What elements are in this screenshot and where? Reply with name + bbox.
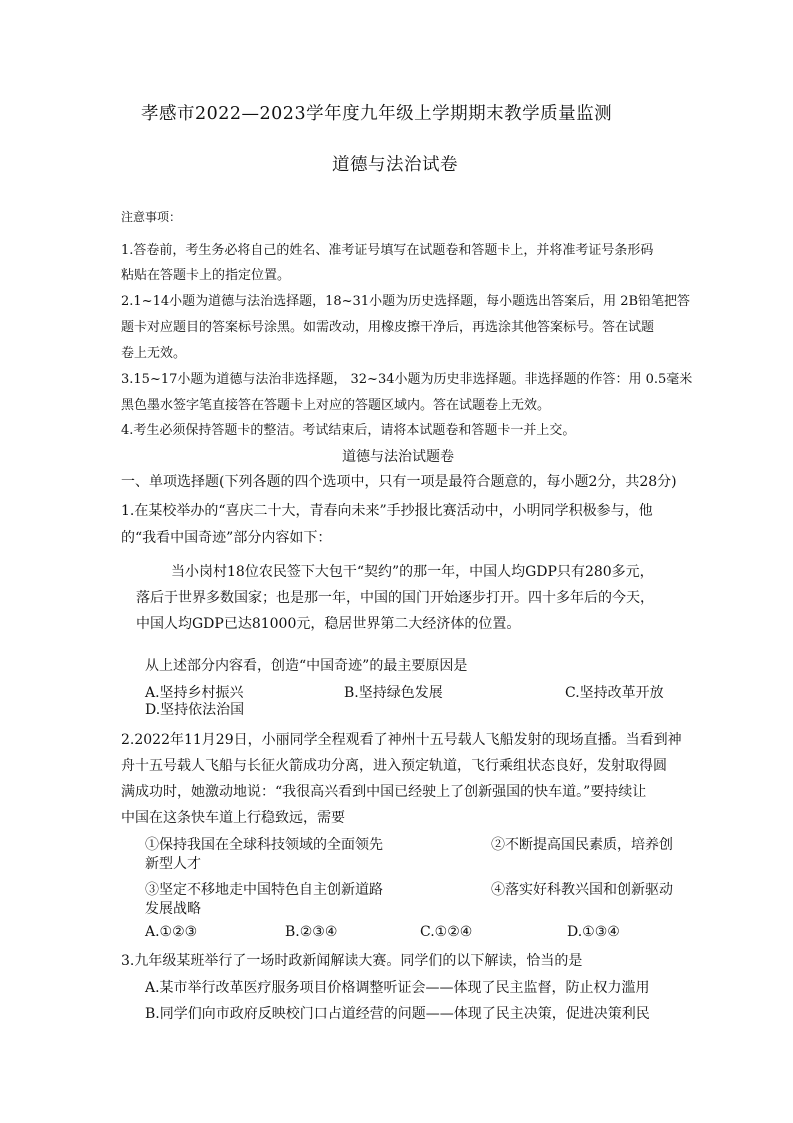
question-2-item: ④落实好科教兴国和创新驱动 — [491, 882, 673, 898]
question-1-option-d[interactable]: D.坚持依法治国 — [145, 702, 245, 718]
notice-line: 2.1~14小题为道德与法治选择题，18~31小题为历史选择题，每小题选出答案后，用 2B铅笔把答 — [121, 294, 691, 309]
page-subtitle: 道德与法治试卷 — [332, 155, 458, 175]
question-1-stem: 的“我看中国奇迹”部分内容如下： — [121, 530, 332, 546]
question-2-option-c[interactable]: C.①②④ — [420, 924, 473, 940]
notice-line: 题卡对应题目的答案标号涂黑。如需改动，用橡皮擦干净后，再选涂其他答案标号。答在试题 — [121, 320, 655, 335]
question-2-item: ③坚定不移地走中国特色自主创新道路 — [145, 882, 383, 898]
question-3-option-b[interactable]: B.同学们向市政府反映校门口占道经营的问题——体现了民主决策，促进决策利民 — [145, 1006, 650, 1022]
question-2-item: 发展战略 — [145, 901, 201, 917]
question-1-quote: 中国人均GDP已达81000元，稳居世界第二大经济体的位置。 — [136, 616, 521, 632]
question-1-quote: 当小岗村18位农民签下大包干“契约”的那一年，中国人均GDP只有280多元， — [171, 564, 654, 580]
notice-line: 1.答卷前，考生务必将自己的姓名、准考证号填写在试题卷和答题卡上，并将准考证号条形码 — [121, 243, 654, 258]
question-1-option-c[interactable]: C.坚持改革开放 — [565, 685, 664, 701]
question-3-stem: 3.九年级某班举行了一场时政新闻解读大赛。同学们的以下解读，恰当的是 — [121, 953, 583, 969]
question-2-stem: 中国在这条快车道上行稳致远，需要 — [121, 810, 345, 826]
section-heading: 道德与法治试题卷 — [342, 449, 454, 465]
question-1-prompt: 从上述部分内容看，创造“中国奇迹”的最主要原因是 — [145, 658, 468, 674]
page-title: 孝感市2022—2023学年度九年级上学期期末教学质量监测 — [141, 104, 613, 124]
question-2-item: 新型人才 — [145, 856, 201, 872]
question-2-item: ①保持我国在全球科技领域的全面领先 — [145, 837, 383, 853]
part-heading: 一、单项选择题(下列各题的四个选项中，只有一项是最符合题意的，每小题2分，共28分) — [121, 474, 677, 490]
question-2-option-b[interactable]: B.②③④ — [285, 924, 338, 940]
question-2-stem: 2.2022年11月29日，小丽同学全程观看了神州十五号载人飞船发射的现场直播。当看到神 — [121, 732, 682, 748]
question-1-stem: 1.在某校举办的“喜庆二十大，青春向未来”手抄报比赛活动中，小明同学积极参与，他 — [121, 503, 653, 519]
notice-line: 黑色墨水签字笔直接答在答题卡上对应的答题区域内。答在试题卷上无效。 — [121, 398, 551, 413]
question-1-option-b[interactable]: B.坚持绿色发展 — [344, 685, 443, 701]
question-2-item: ②不断提高国民素质，培养创 — [491, 837, 673, 853]
question-2-stem: 舟十五号载人飞船与长征火箭成功分离，进入预定轨道，飞行乘组状态良好，发射取得圆 — [121, 758, 667, 774]
notice-line: 4.考生必须保持答题卡的整洁。考试结束后，请将本试题卷和答题卡一并上交。 — [121, 423, 576, 438]
question-2-option-d[interactable]: D.①③④ — [567, 924, 620, 940]
question-3-option-a[interactable]: A.某市举行改革医疗服务项目价格调整听证会——体现了民主监督，防止权力滥用 — [145, 980, 650, 996]
notice-line: 粘贴在答题卡上的指定位置。 — [121, 268, 291, 283]
question-2-option-a[interactable]: A.①②③ — [145, 924, 198, 940]
notice-line: 卷上无效。 — [121, 346, 187, 361]
notice-heading: 注意事项： — [121, 210, 182, 224]
question-1-option-a[interactable]: A.坚持乡村振兴 — [145, 685, 244, 701]
question-1-quote: 落后于世界多数国家；也是那一年，中国的国门开始逐步打开。四十多年后的今天， — [136, 590, 654, 606]
question-2-stem: 满成功时，她激动地说：“我很高兴看到中国已经驶上了创新强国的快车道。”要持续让 — [121, 784, 647, 800]
notice-line: 3.15~17小题为道德与法治非选择题， 32~34小题为历史非选择题。非选择题的作答：用 0.5毫米 — [121, 372, 693, 387]
